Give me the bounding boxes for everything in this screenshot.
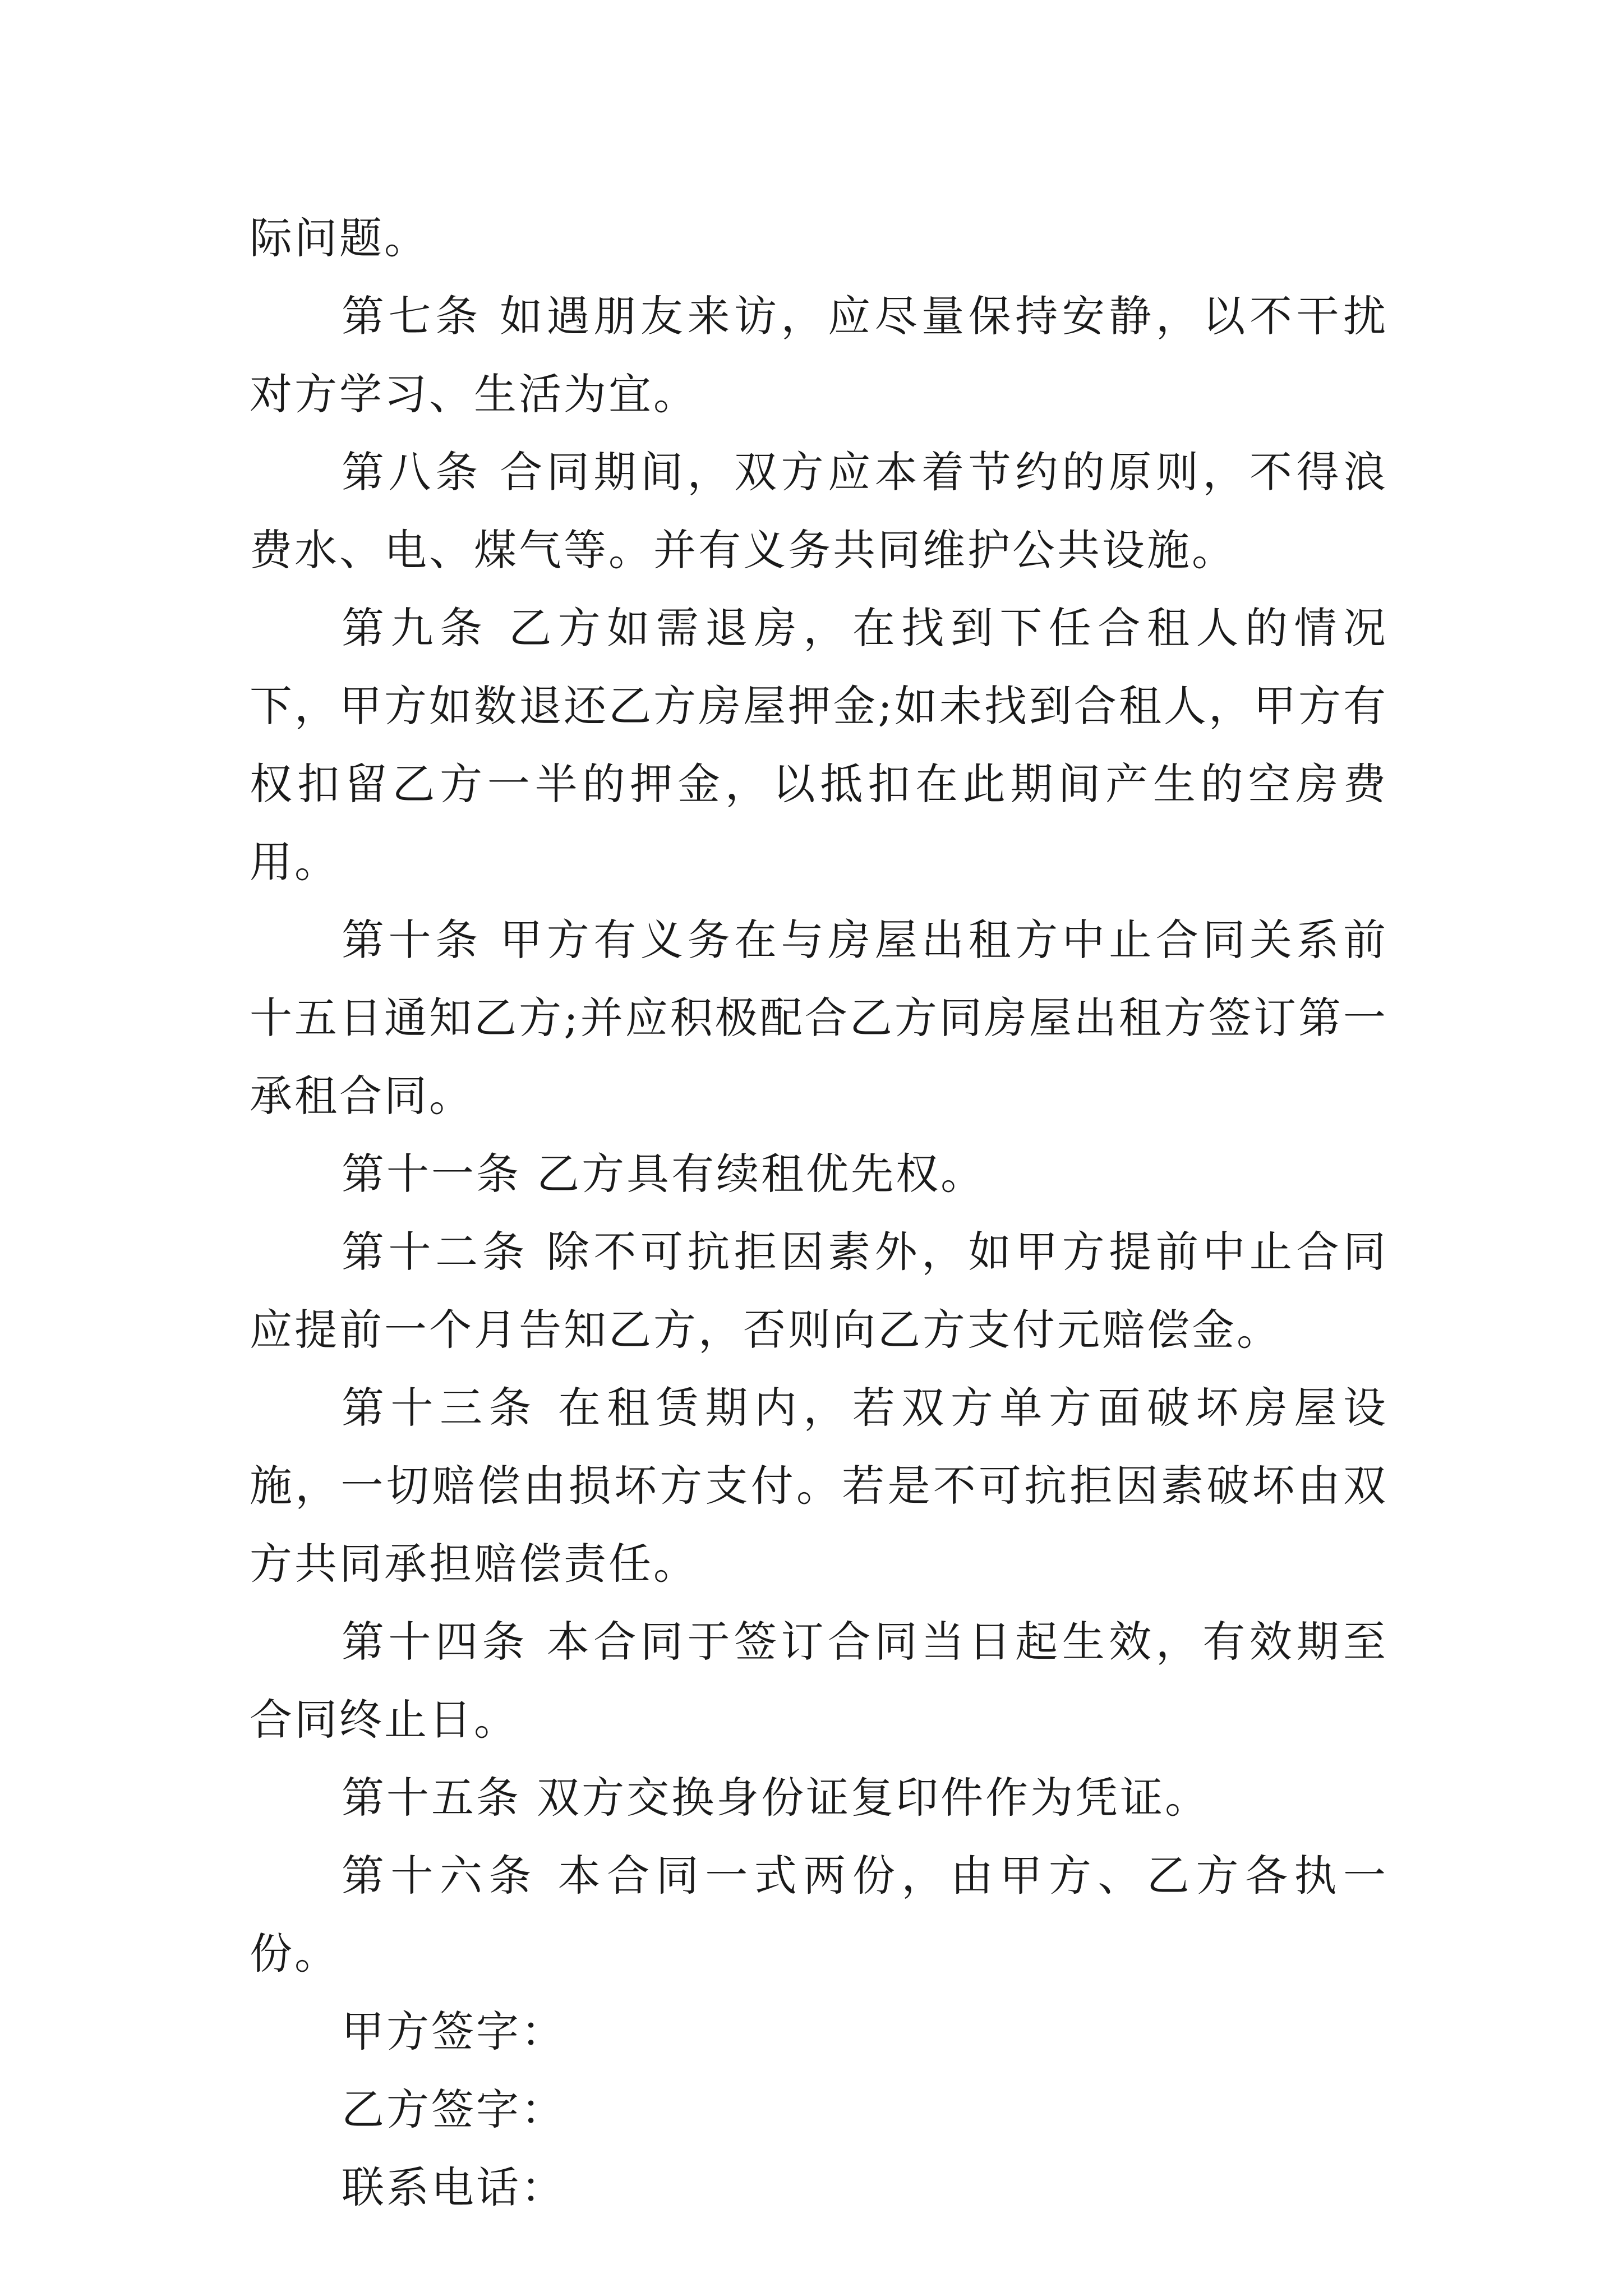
clause-12: 第十二条 除不可抗拒因素外，如甲方提前中止合同应提前一个月告知乙方，否则向乙方支付元赔偿金。 — [250, 1227, 1388, 1355]
paragraph-continuation: 际问题。 — [250, 213, 429, 263]
party-a-signature-line: 甲方签字： — [342, 2007, 566, 2056]
clause-10: 第十条 甲方有义务在与房屋出租方中止合同关系前十五日通知乙方;并应积极配合乙方同房屋出租方签订第一承租合同。 — [250, 915, 1388, 1121]
clause-9: 第九条 乙方如需退房，在找到下任合租人的情况下，甲方如数退还乙方房屋押金;如未找到合租人，甲方有权扣留乙方一半的押金，以抵扣在此期间产生的空房费用。 — [250, 603, 1388, 887]
clause-11: 第十一条 乙方具有续租优先权。 — [342, 1149, 986, 1199]
party-b-signature-line: 乙方签字： — [342, 2085, 566, 2134]
contact-phone-line: 联系电话： — [342, 2162, 566, 2212]
clause-7: 第七条 如遇朋友来访，应尽量保持安静，以不干扰对方学习、生活为宜。 — [250, 291, 1388, 419]
clause-16: 第十六条 本合同一式两份，由甲方、乙方各执一份。 — [250, 1851, 1388, 1978]
clause-14: 第十四条 本合同于签订合同当日起生效，有效期至合同终止日。 — [250, 1617, 1388, 1745]
document-body — [250, 199, 1388, 2226]
clause-15: 第十五条 双方交换身份证复印件作为凭证。 — [342, 1773, 1210, 1823]
clause-13: 第十三条 在租赁期内，若双方单方面破坏房屋设施，一切赔偿由损坏方支付。若是不可抗拒因素破坏由双方共同承担赔偿责任。 — [250, 1383, 1388, 1589]
clause-8: 第八条 合同期间，双方应本着节约的原则，不得浪费水、电、煤气等。并有义务共同维护公共设施。 — [250, 447, 1388, 575]
